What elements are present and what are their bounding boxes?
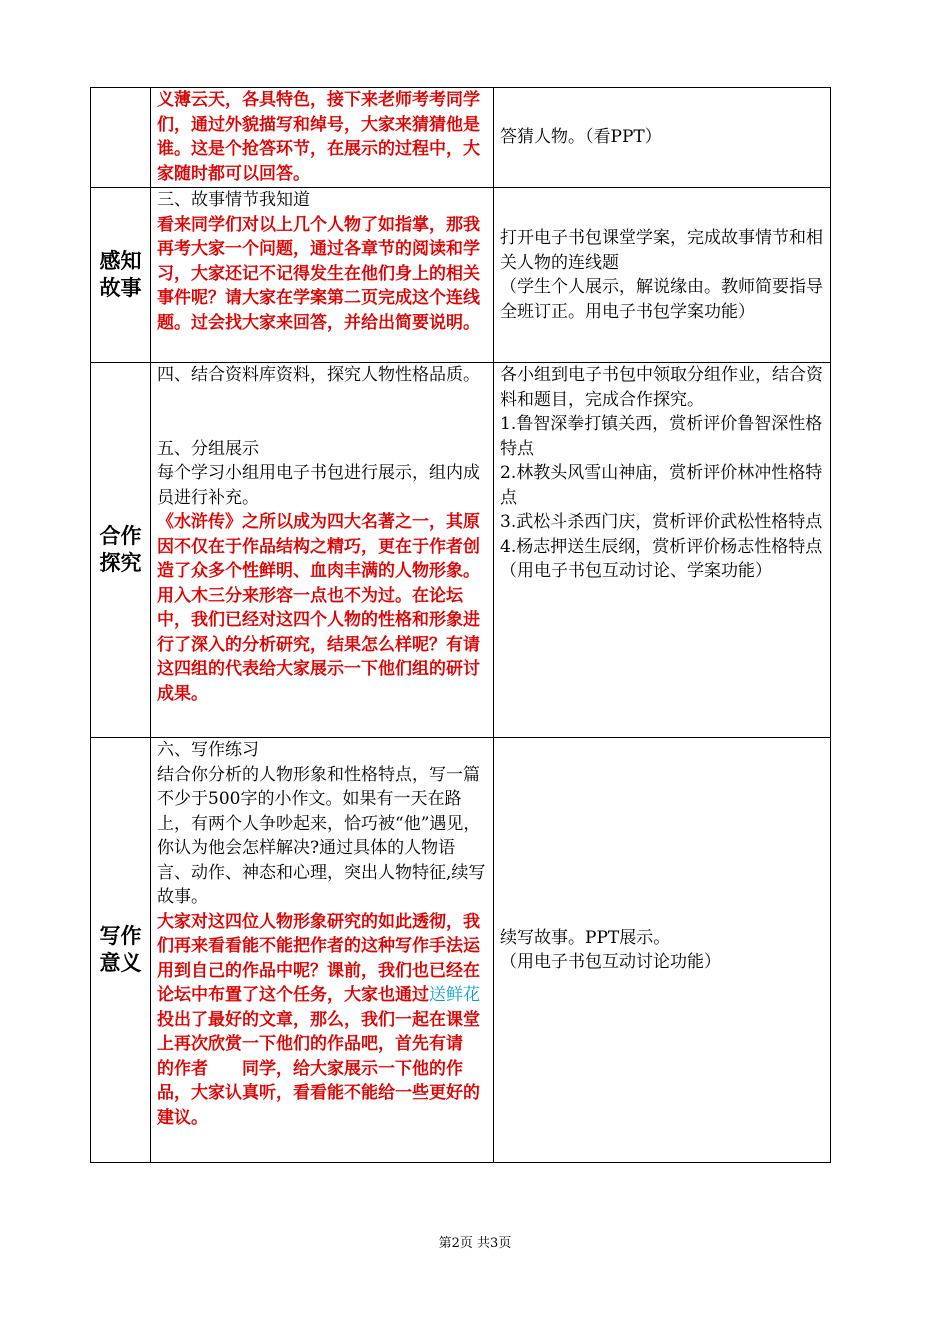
- student-activity: 答猜人物。（看PPT）: [500, 127, 662, 148]
- page-footer: 第2页 共3页: [438, 1236, 512, 1251]
- row-label-line1: 合作: [99, 524, 142, 548]
- student-cell: [494, 188, 831, 363]
- list-item: 2.林教头风雪山神庙，赏析评价林冲性格特点: [500, 463, 823, 508]
- section-heading: 三、故事情节我知道: [157, 190, 310, 210]
- row-label-line2: 意义: [99, 951, 142, 975]
- row-label: [91, 363, 151, 738]
- teacher-script: 《水浒传》之所以成为四大名著之一，其原因不仅在于作品结构之精巧，更在于作者创造了众多个性鲜明、血肉丰满的人物形象。用入木三分来形容一点也不为过。在论坛中，我们已经对这四个人物的性格和形象进行了深入的分析研究，结果怎么样呢？有请这四组的代表给大家展示一下他们组的研讨成果。: [157, 512, 480, 704]
- table-row: [91, 363, 831, 738]
- row-label: [91, 738, 151, 1163]
- teacher-text: 每个学习小组用电子书包进行展示，组内成员进行补充。: [157, 463, 480, 508]
- student-cell: [494, 88, 831, 188]
- teacher-script: 义薄云天，各具特色，接下来老师考考同学们，通过外貌描写和绰号，大家来猜猜他是谁。这是个抢答环节，在展示的过程中，大家随时都可以回答。: [157, 90, 480, 184]
- student-note: （用电子书包互动讨论功能）: [500, 952, 721, 972]
- section-heading: 五、分组展示: [157, 438, 259, 459]
- spacer: [157, 388, 487, 437]
- student-cell: [494, 363, 831, 738]
- table-row: [91, 88, 831, 188]
- send-flowers-link[interactable]: 送鲜花: [429, 985, 480, 1005]
- section-heading: 四、结合资料库资料，探究人物性格品质。: [157, 365, 480, 385]
- list-item: 4.杨志押送生辰纲，赏析评价杨志性格特点: [500, 536, 823, 557]
- teacher-cell: [151, 88, 494, 188]
- list-item: 1.鲁智深拳打镇关西，赏析评价鲁智深性格特点: [500, 414, 823, 459]
- teacher-cell: [151, 363, 494, 738]
- teacher-cell: [151, 738, 497, 1163]
- teacher-script-part1: 大家对这四位人物形象研究的如此透彻，我们再来看看能不能把作者的这种写作手法运用到自己的作品中呢？课前，我们也已经在论坛中布置了这个任务，大家也通过: [157, 911, 480, 1005]
- lesson-plan-table: [90, 87, 831, 1163]
- row-label: [91, 188, 151, 363]
- teacher-script-part2: 投出了最好的文章，那么，我们一起在课堂上再次欣赏一下他们的作品吧，首先有请 的作者 同学，给大家展示一下他的作品，大家认真听，看看能不能给一些更好的建议。: [157, 1009, 497, 1128]
- teacher-script: 看来同学们对以上几个人物了如指掌，那我再考大家一个问题，通过各章节的阅读和学习，大家还记不记得发生在他们身上的相关事件呢？请大家在学案第二页完成这个连线题。过会找大家来回答，并给出简要说明。: [157, 214, 480, 333]
- table-row: [91, 738, 831, 1163]
- teacher-script: [157, 910, 497, 1131]
- student-note: （学生个人展示，解说缘由。教师简要指导全班订正。用电子书包学案功能）: [500, 277, 823, 322]
- section-heading: 六、写作练习: [157, 740, 259, 760]
- student-cell: [494, 738, 831, 1163]
- row-label-line2: 故事: [99, 276, 142, 300]
- row-label-line1: 感知: [99, 249, 142, 273]
- student-activity: 各小组到电子书包中领取分组作业，结合资料和题目，完成合作探究。: [500, 365, 823, 410]
- row-label-line1: 写作: [99, 924, 142, 948]
- student-activity: 续写故事。PPT展示。: [500, 927, 671, 948]
- list-item: 3.武松斗杀西门庆，赏析评价武松性格特点: [500, 512, 823, 532]
- row-label: [91, 88, 151, 188]
- student-note: （用电子书包互动讨论、学案功能）: [500, 561, 772, 581]
- student-activity: 打开电子书包课堂学案，完成故事情节和相关人物的连线题: [500, 228, 823, 273]
- teacher-text: 结合你分析的人物形象和性格特点，写一篇不少于500字的小作文。如果有一天在路上，有两个人争吵起来，恰巧被“他”遇见，你认为他会怎样解决?通过具体的人物语言、动作、神态和心理，突出人物特征,续写故事。: [157, 764, 486, 907]
- teacher-cell: [151, 188, 494, 363]
- row-label-line2: 探究: [99, 551, 142, 575]
- table-row: [91, 188, 831, 363]
